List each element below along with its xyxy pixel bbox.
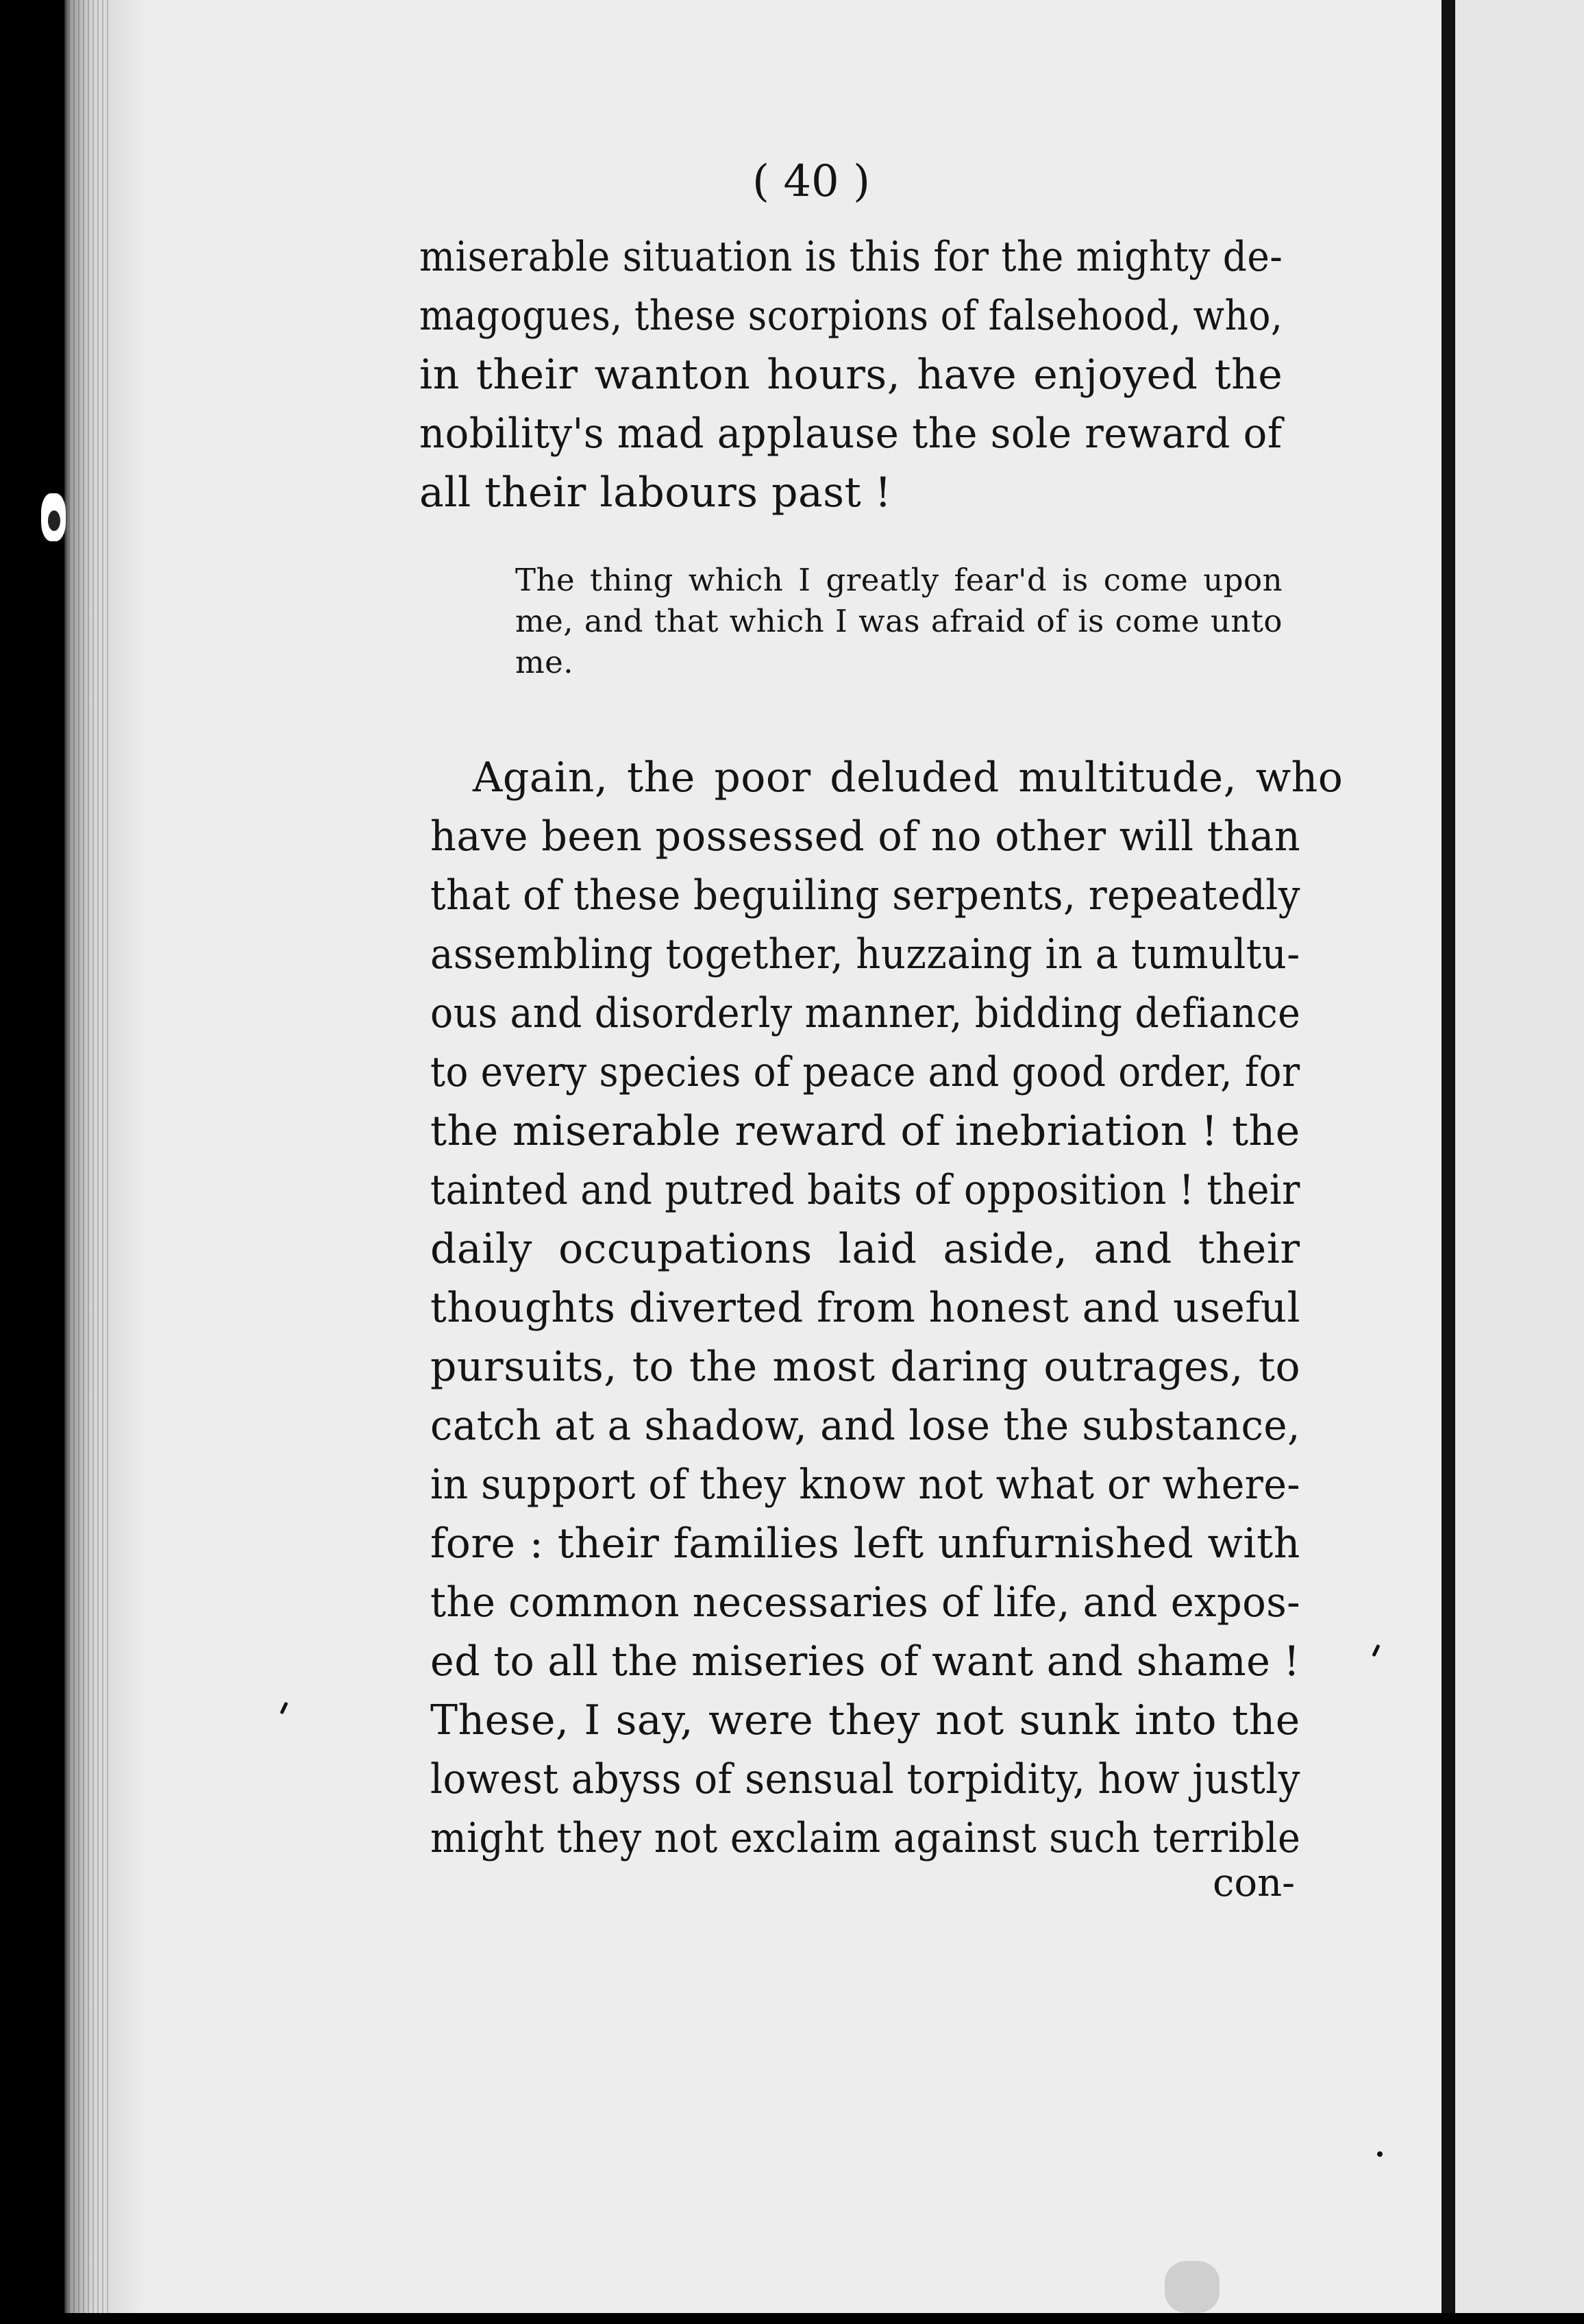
catchword: con-: [1213, 1861, 1296, 1905]
text-line: that of these beguiling serpents, repeatedly: [430, 872, 1300, 919]
text-line: ed to all the miseries of want and shame !: [430, 1637, 1300, 1685]
text-line: tainted and putred baits of opposition ! their: [430, 1166, 1300, 1214]
text-line: Again, the poor deluded multitude, who: [473, 754, 1344, 802]
text-line: These, I say, were they not sunk into the: [430, 1696, 1300, 1744]
page-number: ( 40 ): [752, 156, 871, 207]
text-line: have been possessed of no other will than: [430, 813, 1301, 861]
text-line: the miserable reward of inebriation ! the: [430, 1107, 1300, 1155]
text-line: me, and that which I was afraid of is come unto: [515, 603, 1283, 639]
ink-speck: [1377, 2151, 1383, 2157]
text-line: assembling together, huzzaing in a tumultu-: [430, 930, 1300, 978]
text-line: lowest abyss of sensual torpidity, how justly: [430, 1755, 1300, 1803]
text-line: miserable situation is this for the mighty de-: [419, 233, 1283, 281]
text-line: all their labours past !: [419, 469, 892, 517]
facing-page-edge: [1455, 0, 1584, 2324]
text-line: The thing which I greatly fear'd is come upon: [515, 562, 1283, 598]
book-page: [64, 0, 1441, 2324]
text-line: pursuits, to the most daring outrages, to: [430, 1343, 1301, 1391]
text-line: daily occupations laid aside, and their: [430, 1225, 1300, 1273]
text-line: the common necessaries of life, and expos-: [430, 1579, 1301, 1627]
text-line: fore : their families left unfurnished with: [430, 1520, 1300, 1568]
text-line: me.: [515, 644, 574, 680]
scan-border-bottom: [0, 2313, 1584, 2324]
text-line: ous and disorderly manner, bidding defiance: [430, 989, 1301, 1037]
text-line: thoughts diverted from honest and useful: [430, 1284, 1301, 1332]
text-line: magogues, these scorpions of falsehood, who,: [419, 292, 1283, 340]
gutter-shading: [69, 0, 110, 2324]
paper-blot: [1165, 2261, 1220, 2313]
text-line: in their wanton hours, have enjoyed the: [419, 351, 1283, 399]
scan-border-right: [1441, 0, 1455, 2324]
text-line: catch at a shadow, and lose the substance,: [430, 1402, 1300, 1450]
text-line: to every species of peace and good order, for: [430, 1048, 1300, 1096]
text-line: in support of they know not what or where-: [430, 1461, 1301, 1509]
ink-speck: [48, 510, 60, 531]
text-line: might they not exclaim against such terrible: [430, 1814, 1301, 1862]
text-line: nobility's mad applause the sole reward of: [419, 410, 1283, 458]
